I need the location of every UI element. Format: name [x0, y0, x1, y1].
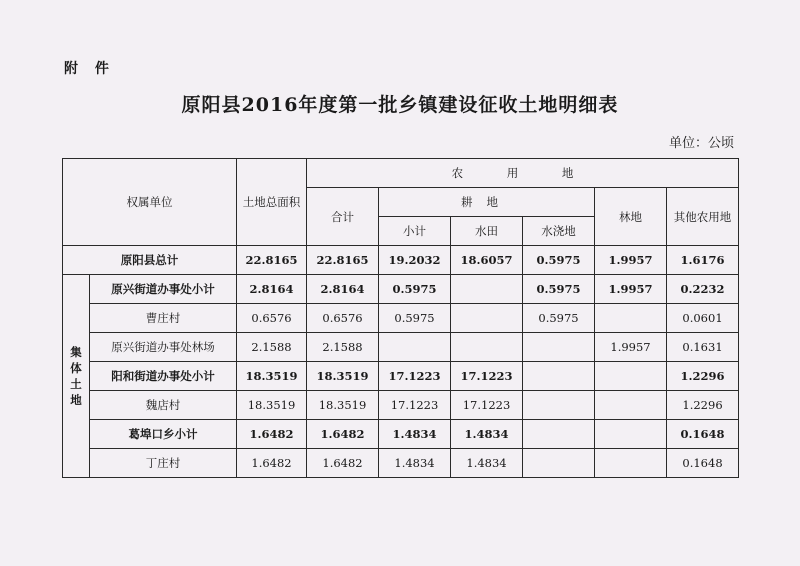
row-value: 18.3519: [237, 391, 307, 420]
row-value: 1.9957: [595, 333, 667, 362]
attachment-label: 附 件: [64, 61, 115, 77]
header-other-agri: 其他农用地: [667, 188, 739, 246]
collective-label-char: 地: [70, 393, 82, 407]
row-value: [523, 333, 595, 362]
row-name: 原兴街道办事处小计: [90, 275, 237, 304]
row-value: 2.1588: [307, 333, 379, 362]
row-value: 0.1648: [667, 420, 739, 449]
row-value: 1.2296: [667, 362, 739, 391]
table-row: [63, 391, 739, 420]
row-value: [523, 391, 595, 420]
row-value: 0.5975: [379, 275, 451, 304]
row-value: [451, 275, 523, 304]
row-value: 1.4834: [379, 420, 451, 449]
row-value: 1.2296: [667, 391, 739, 420]
row-value: [379, 333, 451, 362]
row-value: 1.6176: [667, 246, 739, 275]
row-value: [523, 362, 595, 391]
row-value: 2.8164: [307, 275, 379, 304]
header-subtotal: 合计: [307, 188, 379, 246]
row-value: 0.1648: [667, 449, 739, 478]
row-value: [595, 304, 667, 333]
table-row: [63, 333, 739, 362]
document-title: 原阳县2016年度第一批乡镇建设征收土地明细表: [181, 94, 619, 116]
row-value: 17.1223: [451, 391, 523, 420]
row-value: 1.6482: [307, 420, 379, 449]
row-value: 18.3519: [307, 362, 379, 391]
row-value: [451, 304, 523, 333]
row-value: 0.0601: [667, 304, 739, 333]
row-value: 19.2032: [379, 246, 451, 275]
row-value: 1.4834: [451, 449, 523, 478]
row-name: 原兴街道办事处林场: [90, 333, 237, 362]
row-value: 0.6576: [307, 304, 379, 333]
row-name: 阳和街道办事处小计: [90, 362, 237, 391]
table-row: [63, 275, 739, 304]
row-value: [595, 391, 667, 420]
table-row: [63, 449, 739, 478]
row-value: [595, 449, 667, 478]
row-value: 18.3519: [237, 362, 307, 391]
header-owner: 权属单位: [63, 159, 237, 246]
row-value: [523, 449, 595, 478]
row-value: 0.5975: [379, 304, 451, 333]
row-value: [595, 362, 667, 391]
collective-label-char: 体: [70, 361, 82, 375]
row-value: 17.1223: [379, 391, 451, 420]
row-value: [451, 333, 523, 362]
row-value: 1.6482: [237, 420, 307, 449]
row-value: 18.3519: [307, 391, 379, 420]
row-value: 1.9957: [595, 246, 667, 275]
row-value: 0.2232: [667, 275, 739, 304]
row-value: 2.1588: [237, 333, 307, 362]
header-total-area: 土地总面积: [237, 159, 307, 246]
table-row: [63, 304, 739, 333]
row-value: 0.6576: [237, 304, 307, 333]
header-irrigated: 水浇地: [523, 217, 595, 246]
row-value: 22.8165: [307, 246, 379, 275]
row-value: 0.5975: [523, 275, 595, 304]
header-cultivated: 耕地: [379, 188, 595, 217]
collective-land-label: [63, 275, 90, 478]
table-row-total: [63, 246, 739, 275]
header-paddy: 水田: [451, 217, 523, 246]
row-value: 1.9957: [595, 275, 667, 304]
row-name: 葛埠口乡小计: [90, 420, 237, 449]
header-forest: 林地: [595, 188, 667, 246]
row-value: 1.4834: [379, 449, 451, 478]
row-value: 1.4834: [451, 420, 523, 449]
row-value: [523, 420, 595, 449]
collective-label-char: 集: [70, 345, 82, 359]
row-name: 原阳县总计: [63, 246, 237, 275]
row-value: 1.6482: [237, 449, 307, 478]
row-value: 18.6057: [451, 246, 523, 275]
row-value: 0.5975: [523, 304, 595, 333]
land-table: [62, 158, 739, 478]
row-value: 0.5975: [523, 246, 595, 275]
row-value: 2.8164: [237, 275, 307, 304]
table-row: [63, 420, 739, 449]
unit-label: 单位：公顷: [668, 136, 734, 151]
row-value: 17.1223: [451, 362, 523, 391]
header-agri: 农 用 地: [307, 159, 739, 188]
row-value: 0.1631: [667, 333, 739, 362]
row-name: 丁庄村: [90, 449, 237, 478]
collective-label-char: 土: [70, 377, 82, 391]
row-name: 曹庄村: [90, 304, 237, 333]
header-cult-subtotal: 小计: [379, 217, 451, 246]
row-value: [595, 420, 667, 449]
row-name: 魏店村: [90, 391, 237, 420]
row-value: 17.1223: [379, 362, 451, 391]
row-value: 1.6482: [307, 449, 379, 478]
row-value: 22.8165: [237, 246, 307, 275]
table-row: [63, 362, 739, 391]
